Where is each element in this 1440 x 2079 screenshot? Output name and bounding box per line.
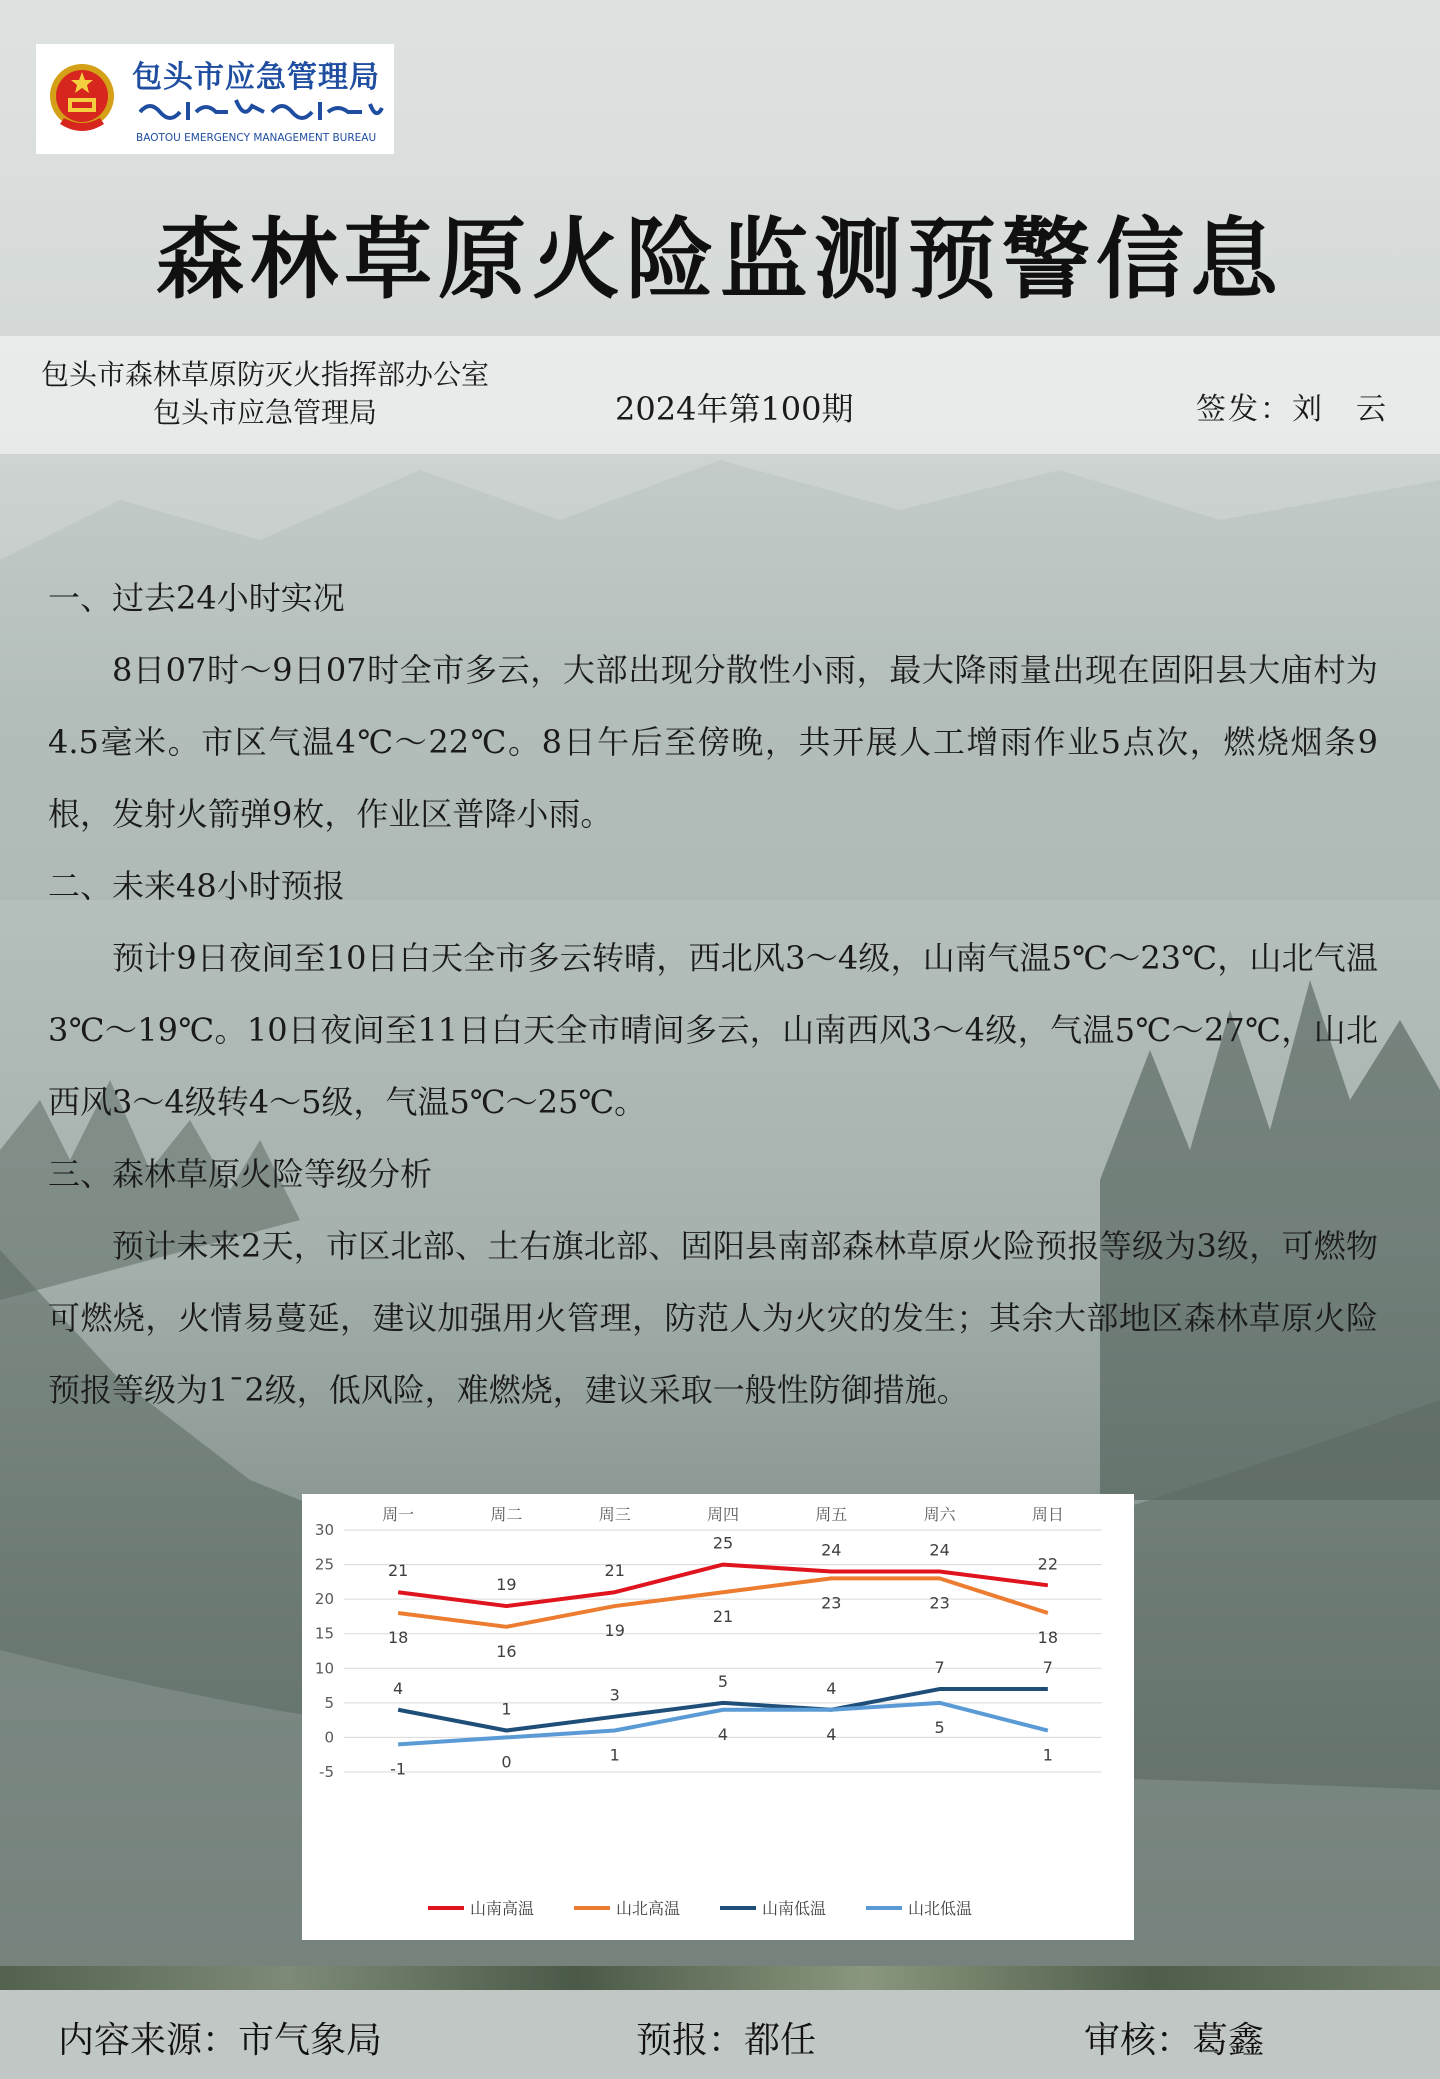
data-label: 5 (934, 1717, 945, 1737)
legend-label: 山北高温 (616, 1899, 681, 1918)
x-tick-label: 周二 (490, 1505, 523, 1524)
y-tick-label: 20 (314, 1590, 334, 1609)
data-label: 24 (821, 1540, 842, 1560)
x-tick-label: 周一 (382, 1505, 415, 1524)
data-label: 19 (496, 1575, 517, 1595)
data-label: 24 (929, 1540, 950, 1560)
logo-chinese-name: 包头市应急管理局 (132, 60, 380, 95)
data-label: 21 (604, 1561, 625, 1581)
x-tick-label: 周四 (706, 1505, 740, 1524)
footer-bar (0, 1990, 1440, 2079)
logo-mongolian-script (136, 94, 386, 124)
x-tick-label: 周五 (815, 1505, 848, 1524)
footer-forecaster: 预报：都任 (636, 2020, 817, 2061)
data-label: 1 (1042, 1745, 1053, 1765)
data-label: 1 (609, 1745, 620, 1765)
data-label: 23 (929, 1593, 950, 1613)
footer-reviewer: 审核：葛鑫 (1084, 2020, 1265, 2061)
page-title: 森林草原火险监测预警信息 (155, 207, 1284, 311)
legend-label: 山南高温 (470, 1899, 535, 1918)
issue-number: 2024年第100期 (615, 390, 854, 428)
issuer-line-2: 包头市应急管理局 (152, 396, 377, 429)
data-label: 4 (826, 1724, 837, 1744)
data-label: 1 (501, 1699, 512, 1719)
y-tick-label: 25 (314, 1555, 334, 1574)
temperature-chart-svg (302, 1494, 1134, 1940)
data-label: 21 (712, 1607, 734, 1627)
bureau-logo (36, 44, 394, 154)
data-label: 25 (712, 1533, 734, 1553)
legend-label: 山北低温 (908, 1899, 973, 1918)
y-tick-label: 10 (314, 1659, 334, 1678)
data-label: 19 (604, 1621, 625, 1641)
x-tick-label: 周六 (923, 1505, 956, 1524)
data-label: 16 (496, 1641, 517, 1661)
y-tick-label: 5 (324, 1693, 334, 1712)
x-tick-label: 周日 (1031, 1505, 1064, 1524)
data-label: 7 (934, 1658, 945, 1678)
footer-divider (0, 1966, 1440, 1990)
data-label: 4 (826, 1678, 837, 1698)
section-heading-forecast: 二、未来48小时预报 (48, 867, 345, 905)
data-label: 22 (1037, 1554, 1059, 1574)
bulletin-content (48, 562, 1378, 1426)
data-label: 4 (393, 1678, 404, 1698)
section-heading-past: 一、过去24小时实况 (48, 579, 345, 617)
data-label: 18 (1037, 1627, 1059, 1647)
data-label: 21 (387, 1561, 409, 1581)
data-label: -1 (390, 1759, 407, 1779)
section-body-past: 8日07时～9日07时全市多云，大部出现分散性小雨，最大降雨量出现在固阳县大庙村为4.5毫米。市区气温4℃～22℃。8日午后至傍晚，共开展人工增雨作业5点次，燃烧烟条9根，发射火箭弹9枚，作业区普降小雨。 (48, 651, 1378, 833)
data-label: 4 (717, 1724, 729, 1744)
y-tick-label: -5 (319, 1763, 334, 1781)
national-emblem-icon (46, 58, 118, 138)
temperature-chart (302, 1494, 1134, 1940)
y-tick-label: 15 (314, 1624, 334, 1643)
section-body-forecast: 预计9日夜间至10日白天全市多云转晴，西北风3～4级，山南气温5℃～23℃，山北气温3℃～19℃。10日夜间至11日白天全市晴间多云，山南西风3～4级，气温5℃～27℃，山北西风3～4级转4～5级，气温5℃～25℃。 (48, 939, 1378, 1121)
logo-english-name: BAOTOU EMERGENCY MANAGEMENT BUREAU (136, 132, 377, 144)
data-label: 23 (821, 1593, 842, 1613)
data-label: 3 (609, 1685, 620, 1705)
legend-label: 山南低温 (762, 1899, 827, 1918)
section-heading-fire-risk: 三、森林草原火险等级分析 (48, 1155, 433, 1193)
x-tick-label: 周三 (598, 1505, 631, 1524)
issuer-line-1: 包头市森林草原防灭火指挥部办公室 (40, 358, 489, 391)
issuer-block (10, 356, 520, 432)
footer-source: 内容来源：市气象局 (58, 2020, 383, 2061)
y-tick-label: 0 (324, 1728, 334, 1747)
data-label: 5 (717, 1671, 729, 1691)
section-body-fire-risk: 预计未来2天，市区北部、土右旗北部、固阳县南部森林草原火险预报等级为3级，可燃物可燃烧，火情易蔓延，建议加强用火管理，防范人为火灾的发生；其余大部地区森林草原火险预报等级为1¯2级，低风险，难燃烧，建议采取一般性防御措施。 (48, 1227, 1378, 1409)
data-label: 0 (501, 1752, 512, 1772)
data-label: 7 (1042, 1658, 1053, 1678)
y-tick-label: 30 (314, 1521, 334, 1539)
data-label: 18 (387, 1627, 409, 1647)
signer: 签发：刘 云 (1196, 392, 1388, 427)
